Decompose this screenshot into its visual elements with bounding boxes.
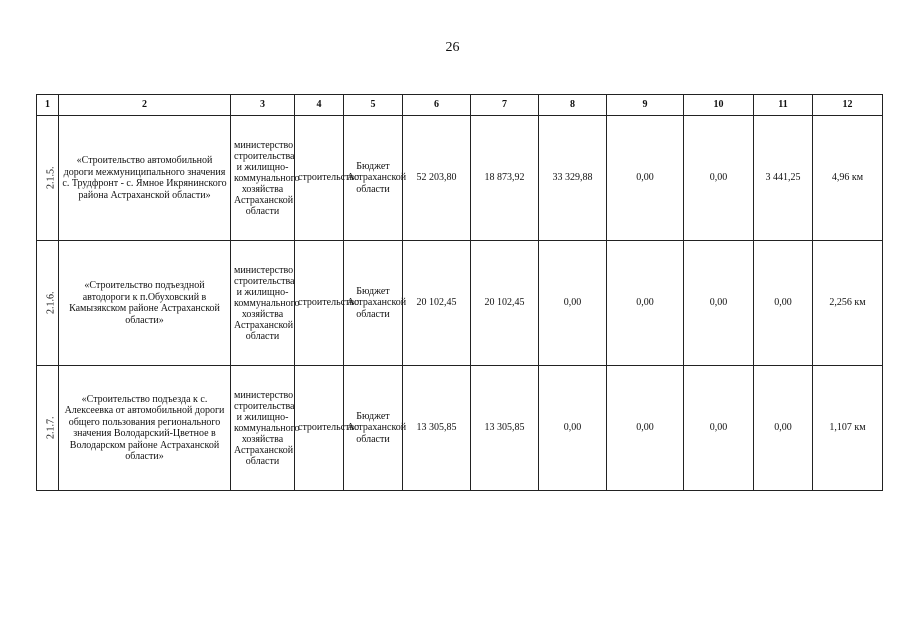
table-row	[37, 116, 883, 241]
value-cell: 0,00	[607, 116, 684, 241]
column-header: 5	[344, 95, 403, 116]
column-header: 6	[403, 95, 471, 116]
table-row	[37, 241, 883, 366]
value-cell: 52 203,80	[403, 116, 471, 241]
column-header: 9	[607, 95, 684, 116]
value-cell: 0,00	[684, 366, 754, 491]
value-cell: 20 102,45	[403, 241, 471, 366]
value-cell: 3 441,25	[754, 116, 813, 241]
object-name-cell: «Строительство подъезда к с. Алексеевка от автомобильной дороги общего пользования регионального значения Володарский-Цветное в Володарском районе Астраханской области»	[59, 366, 231, 491]
value-cell: 20 102,45	[471, 241, 539, 366]
ministry-cell: министерство строительства и жилищно-коммунального хозяйства Астраханской области	[231, 241, 295, 366]
column-header: 7	[471, 95, 539, 116]
length-cell: 4,96 км	[813, 116, 883, 241]
value-cell: 0,00	[754, 366, 813, 491]
column-header: 10	[684, 95, 754, 116]
column-header: 8	[539, 95, 607, 116]
value-cell: 0,00	[539, 241, 607, 366]
column-header: 11	[754, 95, 813, 116]
row-number-cell	[37, 366, 59, 491]
ministry-cell: министерство строительства и жилищно-коммунального хозяйства Астраханской области	[231, 116, 295, 241]
ministry-cell: министерство строительства и жилищно-коммунального хозяйства Астраханской области	[231, 366, 295, 491]
value-cell: 0,00	[684, 241, 754, 366]
value-cell: 13 305,85	[403, 366, 471, 491]
funding-source-cell: Бюджет Астраханской области	[344, 116, 403, 241]
value-cell: 0,00	[684, 116, 754, 241]
value-cell: 18 873,92	[471, 116, 539, 241]
object-name-cell: «Строительство автомобильной дороги межмуниципального значения с. Трудфронт - с. Ямное Икрянинского района Астраханской области»	[59, 116, 231, 241]
row-number-cell	[37, 116, 59, 241]
column-header: 1	[37, 95, 59, 116]
row-number: 2.1.7.	[45, 416, 57, 440]
page-number: 26	[445, 40, 460, 55]
column-header: 12	[813, 95, 883, 116]
table-row	[37, 366, 883, 491]
value-cell: 0,00	[607, 366, 684, 491]
row-number: 2.1.5.	[45, 166, 57, 190]
value-cell: 0,00	[539, 366, 607, 491]
row-number: 2.1.6.	[45, 291, 57, 315]
column-header: 4	[295, 95, 344, 116]
header-row	[37, 95, 883, 116]
column-header: 3	[231, 95, 295, 116]
work-type-cell: строительство	[295, 116, 344, 241]
work-type-cell: строительство	[295, 241, 344, 366]
column-header: 2	[59, 95, 231, 116]
value-cell: 33 329,88	[539, 116, 607, 241]
funding-source-cell: Бюджет Астраханской области	[344, 241, 403, 366]
length-cell: 2,256 км	[813, 241, 883, 366]
data-table	[36, 94, 883, 491]
value-cell: 0,00	[607, 241, 684, 366]
length-cell: 1,107 км	[813, 366, 883, 491]
funding-source-cell: Бюджет Астраханской области	[344, 366, 403, 491]
object-name-cell: «Строительство подъездной автодороги к п.Обуховский в Камызякском районе Астраханской области»	[59, 241, 231, 366]
value-cell: 0,00	[754, 241, 813, 366]
work-type-cell: строительство	[295, 366, 344, 491]
value-cell: 13 305,85	[471, 366, 539, 491]
row-number-cell	[37, 241, 59, 366]
